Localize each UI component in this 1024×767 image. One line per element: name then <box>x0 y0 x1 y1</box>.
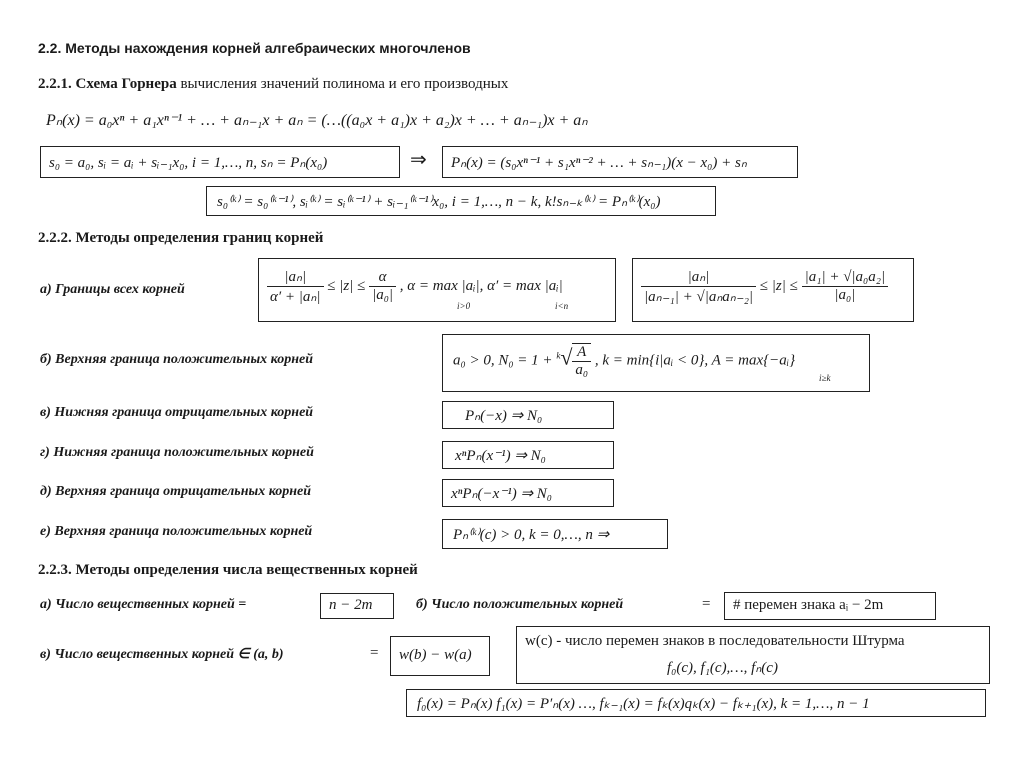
count-b-formula-box <box>724 592 936 620</box>
inequality-middle: ≤ |z| ≤ <box>327 277 366 294</box>
bounds-f-label: е) Верхняя граница положительных корней <box>40 524 313 539</box>
fraction-denominator: α′ + |aₙ| <box>270 289 321 305</box>
count-b-label: б) Число положительных корней <box>416 597 624 612</box>
fraction-numerator: |aₙ| <box>267 267 324 287</box>
max-subscript-2: i<n <box>555 301 569 311</box>
horner-derivatives-box <box>206 186 716 216</box>
fraction-denominator: a₀ <box>575 362 589 378</box>
bounds-f-formula-box <box>442 519 668 549</box>
bounds-a-formula1 <box>267 267 563 306</box>
fraction <box>572 343 591 379</box>
bounds-d-label: г) Нижняя граница положительных корней <box>40 445 314 460</box>
max-subscript: i≥k <box>819 373 831 383</box>
fraction-denominator: |a₀| <box>372 287 394 303</box>
inequality-middle: ≤ |z| ≤ <box>759 277 798 294</box>
bounds-a-formula1-box <box>258 258 616 322</box>
bounds-b-label: б) Верхняя граница положительных корней <box>40 352 313 367</box>
count-title: 2.2.3. Методы определения числа вещественных корней <box>38 562 418 578</box>
bounds-a-formula2-box <box>632 258 914 322</box>
horner-factored-box <box>442 146 798 178</box>
bounds-e-label: д) Верхняя граница отрицательных корней <box>40 484 312 499</box>
count-c-equals: = <box>370 645 379 661</box>
fraction <box>802 269 889 304</box>
max-subscript-1: i>0 <box>457 301 471 311</box>
fraction <box>267 267 324 306</box>
fraction <box>369 269 396 304</box>
horner-title <box>38 76 508 93</box>
bounds-d-formula-box <box>442 441 614 469</box>
horner-title-rest: вычисления значений полинома и его производных <box>180 76 509 92</box>
root-index: k <box>556 350 561 361</box>
horner-factored-formula: Pₙ(x) = (s₀xⁿ⁻¹ + s₁xⁿ⁻² + … + sₙ₋₁)(x − x₀) + sₙ <box>451 155 747 171</box>
formula-prefix: a₀ > 0, N₀ = 1 + <box>453 352 553 369</box>
bounds-e-formula-box <box>442 479 614 507</box>
max-definitions: , α = max |aᵢ|, α′ = max |aᵢ| <box>399 277 563 294</box>
bounds-c-label: в) Нижняя граница отрицательных корней <box>40 405 314 420</box>
horner-derivatives-formula: s₀⁽ᵏ⁾ = s₀⁽ᵏ⁻¹⁾, sᵢ⁽ᵏ⁾ = sᵢ⁽ᵏ⁻¹⁾ + sᵢ₋₁⁽ᵏ⁻¹⁾x₀, i = 1,…, n − k, k!sₙ₋ₖ⁽ᵏ⁾ = Pₙ⁽ᵏ⁾(x₀) <box>217 194 661 210</box>
bounds-f-formula: Pₙ⁽ᵏ⁾(c) > 0, k = 0,…, n ⇒ <box>453 527 610 543</box>
count-a-formula: n − 2m <box>329 597 373 613</box>
count-b-formula: # перемен знака aᵢ − 2m <box>733 597 884 613</box>
count-c-formula: w(b) − w(a) <box>399 647 472 663</box>
bounds-a-formula2 <box>641 267 888 306</box>
bounds-c-formula-box <box>442 401 614 429</box>
radical-icon: √ <box>560 344 573 370</box>
sturm-sequence-box <box>406 689 986 717</box>
horner-poly-definition: Pₙ(x) = a₀xⁿ + a₁xⁿ⁻¹ + … + aₙ₋₁x + aₙ = (…((a₀x + a₁)x + a₂)x + … + aₙ₋₁)x + aₙ <box>46 112 588 129</box>
fraction-numerator: α <box>369 269 396 287</box>
bounds-title: 2.2.2. Методы определения границ корней <box>38 230 324 246</box>
bounds-c-formula: Pₙ(−x) ⇒ N₀ <box>465 408 543 424</box>
count-c-formula-box <box>390 636 490 676</box>
sturm-line-1: w(c) - число перемен знаков в последовательности Штурма <box>525 633 905 649</box>
fraction-denominator: |aₙ₋₁| + √|aₙaₙ₋₂| <box>644 289 754 305</box>
fraction-denominator: |a₀| <box>834 287 856 303</box>
bounds-e-formula: xⁿPₙ(−x⁻¹) ⇒ N₀ <box>451 486 552 502</box>
count-a-label: а) Число вещественных корней = <box>40 597 247 612</box>
fraction-numerator: |a₁| + √|a₀a₂| <box>802 269 889 287</box>
bounds-b-formula-box <box>442 334 870 392</box>
fraction-numerator: A <box>572 344 591 362</box>
count-a-formula-box <box>320 593 394 619</box>
bounds-b-formula <box>453 343 795 379</box>
horner-scheme-box <box>40 146 400 178</box>
fraction <box>641 267 756 306</box>
section-heading: 2.2. Методы нахождения корней алгебраических многочленов <box>38 40 471 56</box>
sturm-sequence-formula: f₀(x) = Pₙ(x) f₁(x) = P′ₙ(x) …, fₖ₋₁(x) = fₖ(x)qₖ(x) − fₖ₊₁(x), k = 1,…, n − 1 <box>417 696 870 712</box>
bounds-d-formula: xⁿPₙ(x⁻¹) ⇒ N₀ <box>455 448 546 464</box>
count-b-equals: = <box>702 596 711 612</box>
horner-title-bold: 2.2.1. Схема Горнера <box>38 76 177 92</box>
count-c-label: в) Число вещественных корней ∈ (a, b) <box>40 647 284 662</box>
bounds-a-label: а) Границы всех корней <box>40 282 185 297</box>
horner-scheme-formula: s₀ = a₀, sᵢ = aᵢ + sᵢ₋₁x₀, i = 1,…, n, sₙ = Pₙ(x₀) <box>49 155 328 171</box>
sturm-definition-box <box>516 626 990 684</box>
fraction-numerator: |aₙ| <box>641 267 756 287</box>
sturm-line-2: f₀(c), f₁(c),…, fₙ(c) <box>667 660 778 676</box>
formula-postfix: , k = min{i|aᵢ < 0}, A = max{−aᵢ} <box>594 352 796 369</box>
implies-arrow: ⇒ <box>410 149 427 171</box>
